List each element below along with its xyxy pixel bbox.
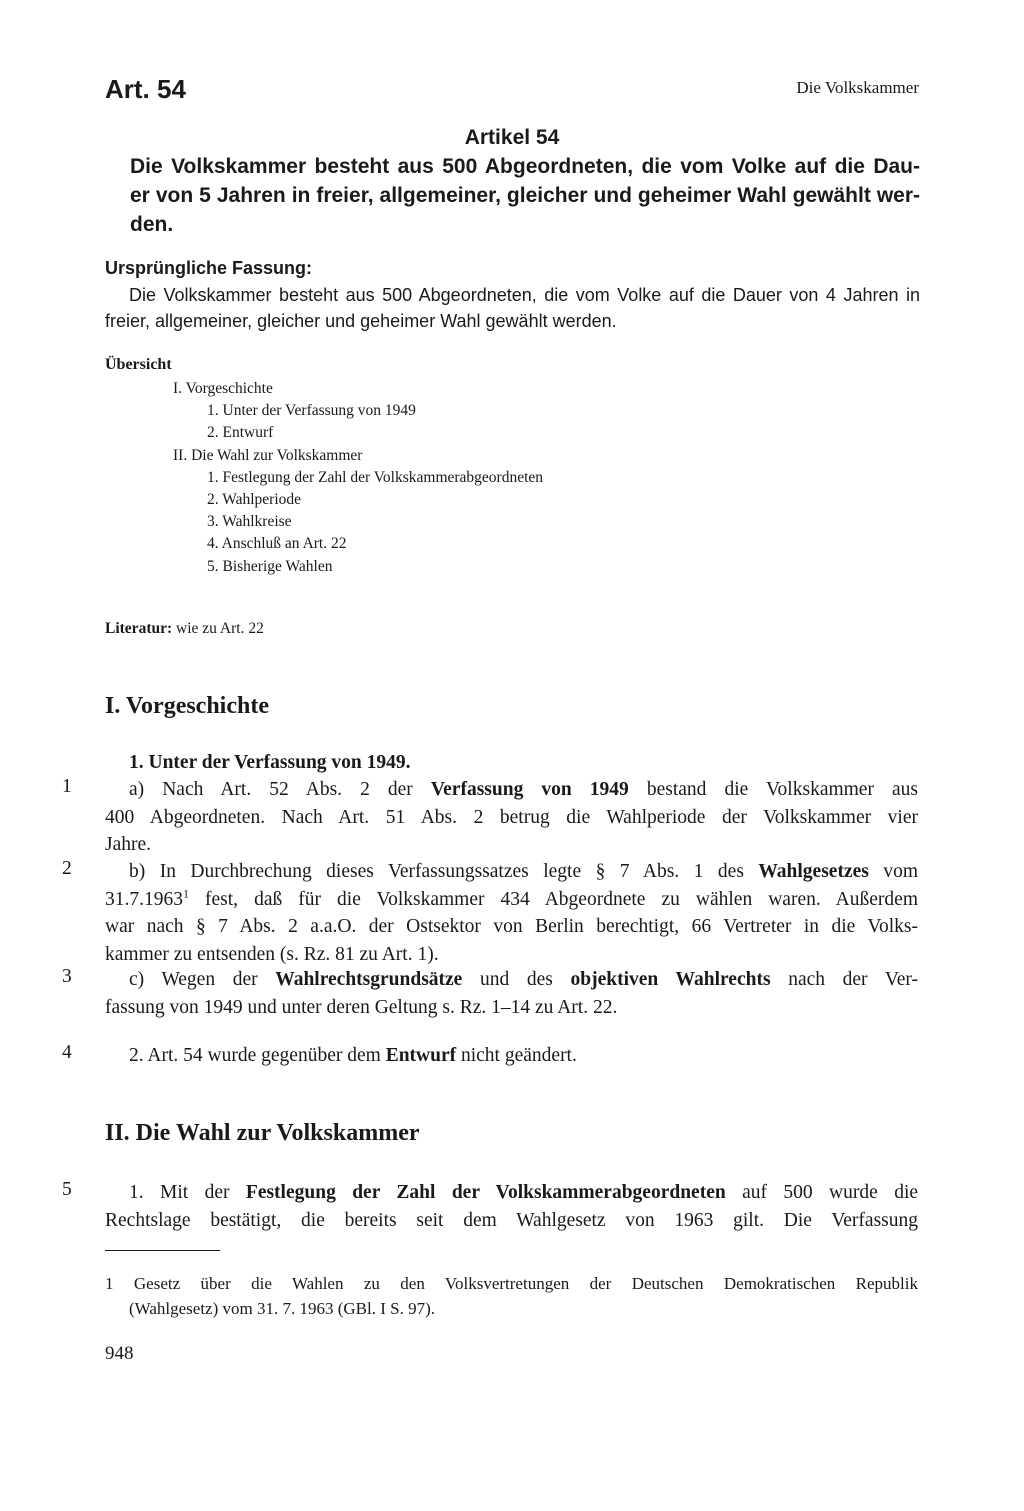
text-run: 1. Mit der	[129, 1182, 246, 1203]
overview-item: 4. Anschluß an Art. 22	[207, 535, 347, 553]
paragraph-5	[105, 1179, 918, 1234]
original-version-text	[105, 282, 920, 334]
original-version-heading: Ursprüngliche Fassung:	[105, 258, 313, 278]
bold-term: objektiven Wahlrechts	[570, 969, 771, 990]
text-run: nicht geändert.	[456, 1045, 577, 1066]
paragraph-line: Jahre.	[105, 834, 152, 855]
overview-item: I. Vorgeschichte	[173, 380, 273, 397]
paragraph-line: kammer zu entsenden (s. Rz. 81 zu Art. 1).	[105, 943, 439, 965]
overview-item: 5. Bisherige Wahlen	[207, 557, 333, 575]
margin-number: 1	[62, 776, 72, 797]
text-run: auf 500 wurde die	[725, 1182, 919, 1203]
header-article-number: Art. 54	[105, 74, 186, 104]
paragraph-2	[105, 858, 918, 968]
text-run: 31.7.1963	[105, 888, 183, 910]
bold-term: Festlegung der Zahl der Volkskammerabgeordneten	[245, 1182, 726, 1203]
article-line: den.	[130, 213, 174, 236]
original-line: Die Volkskammer besteht aus 500 Abgeordneten, die vom Volke auf die Dauer von 4 Jahren in	[129, 285, 920, 305]
text-run: c) Wegen der	[129, 969, 276, 990]
text-run: 2. Art. 54 wurde gegenüber dem	[129, 1045, 386, 1066]
original-line: freier, allgemeiner, gleicher und geheimer Wahl gewählt werden.	[105, 311, 617, 331]
overview-list	[105, 378, 543, 578]
article-title: Artikel 54	[464, 126, 560, 149]
bold-term: Wahlgesetzes	[758, 861, 869, 882]
section-heading-vorgeschichte: I. Vorgeschichte	[105, 693, 269, 719]
subsection-heading	[105, 749, 918, 777]
running-title: Die Volkskammer	[796, 78, 919, 97]
margin-number: 3	[62, 966, 72, 987]
text-run: b) In Durchbrechung dieses Verfassungssatzes legte § 7 Abs. 1 des	[129, 861, 759, 882]
page-number: 948	[105, 1343, 134, 1364]
margin-number: 4	[62, 1042, 72, 1063]
bold-term: Wahlrechtsgrundsätze	[275, 969, 463, 990]
literature-note	[105, 620, 264, 638]
article-text	[130, 152, 920, 239]
paragraph-line: fassung von 1949 und unter deren Geltung s. Rz. 1–14 zu Art. 22.	[105, 996, 618, 1018]
text-run: und des	[462, 969, 571, 990]
overview-item: 2. Entwurf	[207, 424, 274, 442]
text-run: fest, daß für die Volkskammer 434 Abgeordnete zu wählen waren. Außerdem	[189, 888, 918, 910]
paragraph-3	[105, 966, 918, 1021]
article-line: er von 5 Jahren in freier, allgemeiner, gleicher und geheimer Wahl gewählt wer-	[130, 184, 920, 207]
subsection-title: 1. Unter der Verfassung von 1949.	[129, 752, 411, 773]
literature-text: wie zu Art. 22	[176, 620, 264, 637]
footnote-divider	[105, 1250, 220, 1251]
margin-number: 2	[62, 858, 72, 879]
footnote-line: 1 Gesetz über die Wahlen zu den Volksvertretungen der Deutschen Demokratischen Republik	[105, 1274, 918, 1293]
margin-number: 5	[62, 1179, 72, 1200]
bold-term: Entwurf	[385, 1045, 457, 1066]
text-run: bestand die Volkskammer aus	[628, 779, 919, 800]
paragraph-line: Rechtslage bestätigt, die bereits seit dem Wahlgesetz von 1963 gilt. Die Verfassung	[105, 1209, 918, 1231]
paragraph-4	[105, 1042, 918, 1070]
text-run: nach der Ver-	[770, 969, 919, 990]
overview-item: 3. Wahlkreise	[207, 513, 292, 531]
footnote-line: (Wahlgesetz) vom 31. 7. 1963 (GBl. I S. 97).	[129, 1299, 435, 1318]
overview-item: 2. Wahlperiode	[207, 491, 302, 509]
text-run: vom	[868, 861, 918, 882]
text-run: a) Nach Art. 52 Abs. 2 der	[129, 779, 431, 800]
bold-term: Verfassung von 1949	[430, 779, 629, 800]
overview-item: 1. Unter der Verfassung von 1949	[207, 402, 416, 420]
section-heading-wahl: II. Die Wahl zur Volkskammer	[105, 1120, 420, 1146]
overview-item: II. Die Wahl zur Volkskammer	[173, 446, 363, 464]
article-line: Die Volkskammer besteht aus 500 Abgeordneten, die vom Volke auf die Dau-	[130, 155, 920, 178]
paragraph-line: war nach § 7 Abs. 2 a.a.O. der Ostsektor von Berlin berechtigt, 66 Vertreter in die Volks-	[105, 916, 918, 937]
overview-item: 1. Festlegung der Zahl der Volkskammerabgeordneten	[207, 468, 544, 486]
literature-label: Literatur:	[105, 620, 173, 637]
footnote-ref[interactable]: 1	[183, 886, 189, 900]
footnote	[105, 1271, 918, 1321]
paragraph-1	[105, 776, 918, 859]
overview-title: Übersicht	[105, 356, 172, 373]
paragraph-line: 400 Abgeordneten. Nach Art. 51 Abs. 2 betrug die Wahlperiode der Volkskammer vier	[105, 806, 918, 828]
